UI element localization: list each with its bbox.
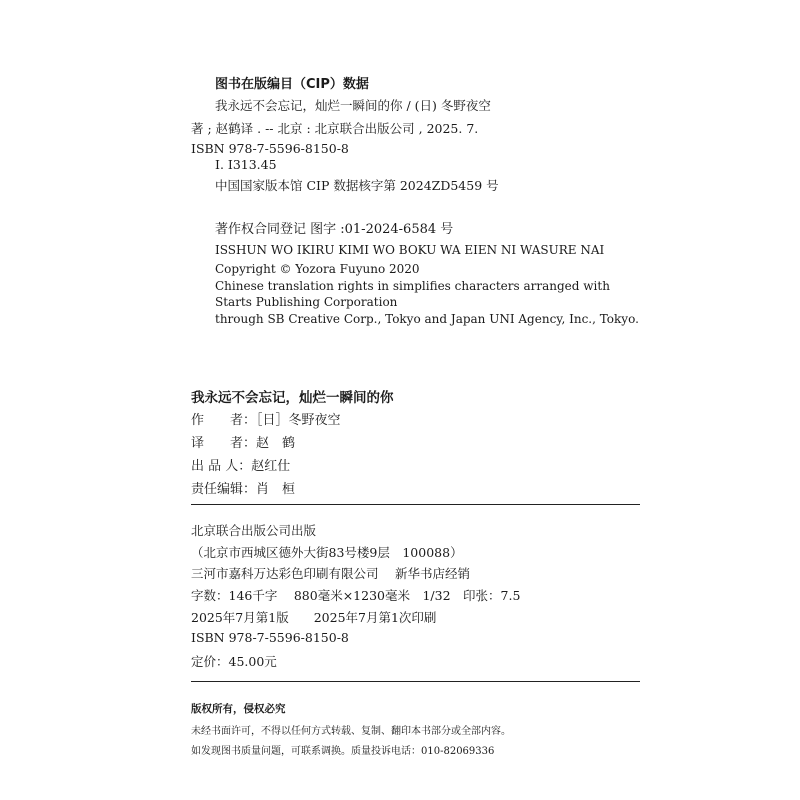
- cip-number-line: 中国国家版本馆 CIP 数据核字第 2024ZD5459 号: [215, 178, 499, 193]
- credit-row-producer: [191, 455, 290, 474]
- cip-class-line: Ⅰ. I313.45: [215, 157, 277, 172]
- original-title: ISSHUN WO IKIRU KIMI WO BOKU WA EIEN NI WASURE NAI: [215, 243, 605, 257]
- rights-line-3: through SB Creative Corp., Tokyo and Japan UNI Agency, Inc., Tokyo.: [215, 312, 639, 326]
- cip-author-line: 著 ; 赵鹤译 . -- 北京 : 北京联合出版公司 , 2025. 7.: [191, 121, 479, 136]
- isbn-line: ISBN 978-7-5596-8150-8: [191, 630, 349, 645]
- price-line: 定价：45.00元: [191, 654, 277, 669]
- credit-label: 责任编辑：: [191, 482, 257, 497]
- address-line: （北京市西城区德外大街83号楼9层 100088）: [191, 545, 463, 560]
- cip-title-line: 我永远不会忘记，灿烂一瞬间的你 / (日) 冬野夜空: [215, 98, 491, 113]
- rights-notice-heading: 版权所有，侵权必究: [191, 703, 286, 715]
- edition-line: 2025年7月第1版 2025年7月第1次印刷: [191, 610, 437, 625]
- publisher-line: 北京联合出版公司出版: [191, 523, 317, 538]
- copyright-line: Copyright © Yozora Fuyuno 2020: [215, 262, 420, 276]
- credit-label: 出 品 人：: [191, 459, 252, 474]
- divider-bottom: [191, 681, 640, 682]
- printer-line: 三河市嘉科万达彩色印刷有限公司 新华书店经销: [191, 566, 470, 581]
- credit-label: 作 者：: [191, 413, 257, 428]
- format-line: 字数：146千字 880毫米×1230毫米 1/32 印张：7.5: [191, 588, 521, 603]
- credit-row-translator: [191, 432, 295, 451]
- credit-value: 肖 桓: [256, 482, 296, 497]
- book-title: 我永远不会忘记，灿烂一瞬间的你: [191, 390, 394, 406]
- divider-top: [191, 504, 640, 505]
- credit-label: 译 者：: [191, 436, 257, 451]
- rights-notice-line-2: 如发现图书质量问题，可联系调换。质量投诉电话：010-82069336: [191, 746, 495, 757]
- credit-value: ［日］冬野夜空: [256, 413, 341, 428]
- credit-value: 赵 鹤: [256, 436, 296, 451]
- rights-line-2: Starts Publishing Corporation: [215, 295, 398, 309]
- rights-line-1: Chinese translation rights in simplifies characters arranged with: [215, 279, 610, 293]
- cip-isbn-line: ISBN 978-7-5596-8150-8: [191, 141, 349, 156]
- rights-notice-line-1: 未经书面许可，不得以任何方式转载、复制、翻印本书部分或全部内容。: [191, 726, 511, 737]
- cip-heading: 图书在版编目（CIP）数据: [215, 77, 369, 92]
- credit-row-author: [191, 409, 341, 428]
- credit-row-editor: [191, 478, 295, 497]
- credit-value: 赵红仕: [251, 459, 291, 474]
- copyright-registration: 著作权合同登记 图字 :01-2024-6584 号: [215, 222, 454, 237]
